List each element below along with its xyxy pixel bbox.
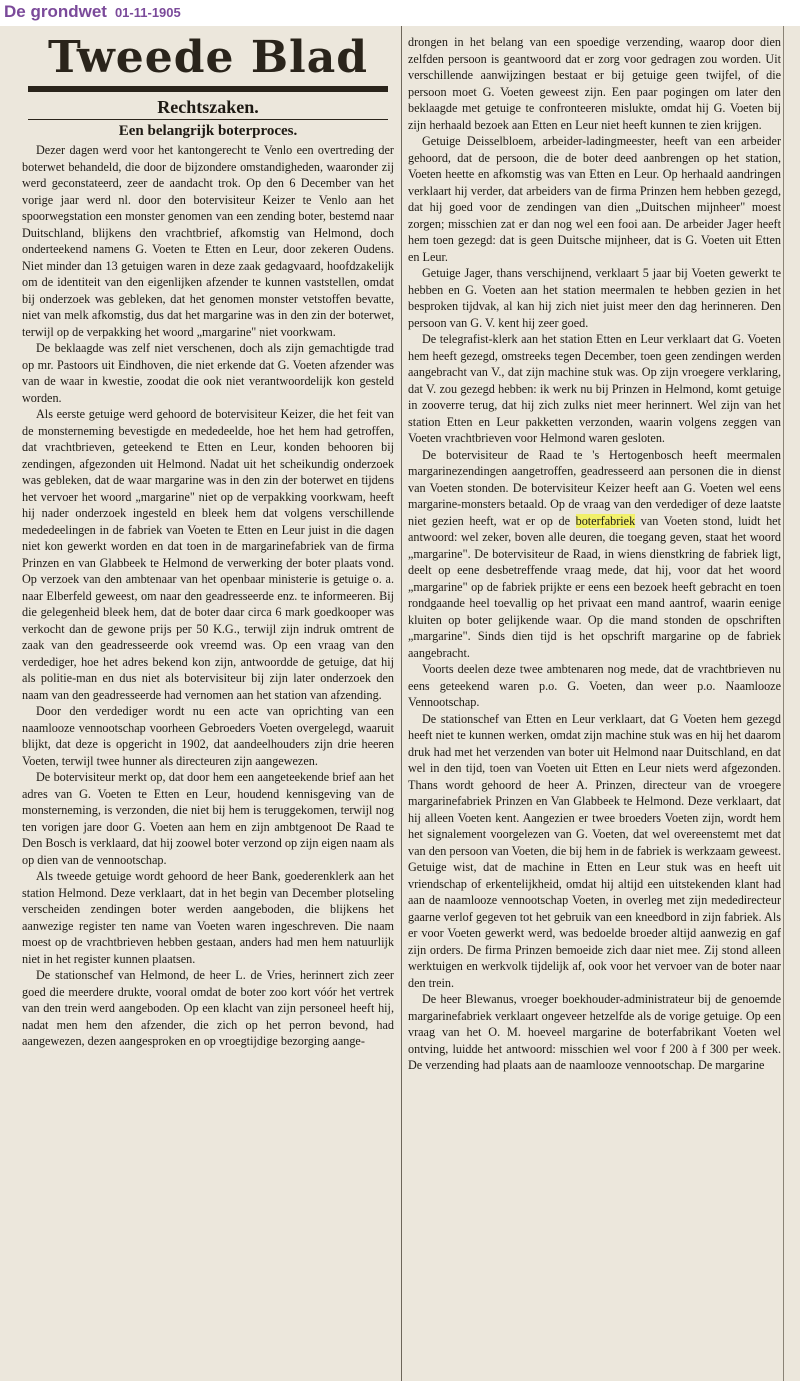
article-paragraph: drongen in het belang van een spoedige verzending, waarop door dien zelfden persoon is geantwoord dat er zorg voor gedragen zou worden. Uit verschillende aanwijzingen bestaat er bij getuige geen twijfel, of die persoon moet G. Voeten geweest zijn. Een paar pogingen om later den beklaagde met getuige te confronteeren mislukte, omdat hij G. Voeten bij zijn herhaald bezoek aan Etten en Leur niet heeft kunnen te zien krijgen. (408, 35, 781, 132)
article-paragraph: Voorts deelen deze twee ambtenaren nog mede, dat de vrachtbrieven nu eens geteekend waren p.o. G. Voeten, dan weer p.o. Naamlooze Vennootschap. (408, 662, 781, 709)
article-paragraph: De beklaagde was zelf niet verschenen, doch als zijn gemachtigde trad op mr. Pastoors uit Eindhoven, die niet erkende dat G. Voeten afzender was van de waar in kwestie, zoodat die ook niet verantwoordelijk kon gesteld worden. (22, 341, 394, 405)
article-paragraph-with-highlight (408, 447, 781, 662)
newspaper-page (0, 26, 800, 1381)
article-paragraph: De botervisiteur merkt op, dat door hem een aangeteekende brief aan het adres van G. Voeten te Etten en Leur, houdend kennisgeving van de monsterneming, is verzonden, die niet bij hem is teruggekomen, terwijl nog ten vorigen jare door G. Voeten aan hem en zijn ambtgenoot De Raad te Den Bosch is verklaard, dat hij zoowel boter verzond op zijn eigen naam als op dien van de vennootschap. (22, 770, 394, 867)
article-paragraph: De telegrafist-klerk aan het station Etten en Leur verklaart dat G. Voeten hem heeft gezegd, omstreeks tegen December, toen geen zendingen werden aangebracht van V., dat zijn machine stuk was. Op zijn vroegere verklaring, dat V. zou gezegd hebben: ik werk nu bij Prinzen in Helmond, komt getuige in zooverre terug, dat hij zich zulks niet meer herinnert. Wel zijn van het station Etten en Leur pakketten verzonden, waarin volgens zeggen van Voeten vrachtbrieven voor Helmond waren gesloten. (408, 332, 781, 445)
publication-date: 01-11-1905 (114, 5, 181, 20)
paragraph-text: van Voeten stond, luidt het antwoord: wel zeker, boven alle deuren, die toegang geven, staat het woord „margarine". De botervisiteur de Raad, in wiens dienstkring de fabriek ligt, deelt op eene desbetreffende vraag mede, dat hij, voor dat het woord „margarine" op de fabriek prijkte er eens een bezoek heeft gebracht en toen rondgaande heel toevallig op het privaat een mand aantrof, waarin eenige kluiten op boter gelijkende waar. Op die mand stonden de opschriften „margarine". Sinds dien tijd is het opschrift margarine op de fabriek aangebracht. (408, 513, 781, 660)
left-column (22, 26, 394, 1381)
article-paragraph: De stationschef van Helmond, de heer L. de Vries, herinnert zich zeer goed die meerdere drukte, vooral omdat de boter zoo kort vóór het vertrek van den trein werd aangeboden. Op een klacht van zijn personeel heeft hij, nadat men hem den afzender, die zich op het perron bevond, had aangewezen, dezen aangesproken en op vroegtijdige bezorging aange- (22, 968, 394, 1048)
paragraph-text: De botervisiteur de Raad te 's Hertogenbosch heeft meermalen margarinezendingen aangetroffen, geadresseerd aan personen die in dienst van Voeten stonden. De botervisiteur Keizer heeft aan G. Voeten wel eens margarine-monsters betaald. Op de vraag van den verdediger of deze laatste niet gezien heeft, wat er op de (408, 447, 781, 528)
column-divider (783, 26, 784, 1381)
article-paragraph: Door den verdediger wordt nu een acte van oprichting van een naamlooze vennootschap voorheen Gebroeders Voeten overgelegd, waaruit blijkt, dat deze is opgericht in 1902, dat aandeelhouders zijn drie heeren Voeten, terwijl twee hunner als directeuren zijn aangewezen. (22, 704, 394, 768)
article-paragraph: Dezer dagen werd voor het kantongerecht te Venlo een overtreding der boterwet behandeld, die door de bijzondere omstandigheden, waaronder zij werd geconstateerd, zeer de aandacht trok. Op den 6 December van het vorige jaar werd nl. door den botervisiteur Keizer te Venlo aan het spoorwegstation een monster genomen van een zending boter, bestemd naar Duitschland, blijkens den vrachtbrief, afkomstig van Helmond, doch onderteekend namens G. Voeten te Etten en Leur, door zekeren Oudens. Niet minder dan 13 getuigen waren in deze zaak gedagvaard, hoofdzakelijk om de identiteit van den eigenlijken afzender te kunnen vaststellen, omdat bij onderzoek was gebleken, dat het genomen monster vetstoffen bevatte, niet van melk afkomstig, dus dat het margarine was in den zin der boterwet, terwijl op de verpakking het woord „margarine" niet voorkwam. (22, 143, 394, 339)
masthead: Tweede Blad (47, 32, 369, 83)
right-column (401, 26, 781, 1381)
article-paragraph: Als eerste getuige werd gehoord de botervisiteur Keizer, die het feit van de monsterneming bevestigde en mededeelde, hoe het hem had getroffen, dat vrachtbrieven, geteekend te Etten en Leur, konden behooren bij zendingen, afgezonden uit Helmond. Nadat uit het scheikundig onderzoek was gebleken, dat de waar margarine was in den zin der boterwet en tijdens het vervoer het woord „margarine" niet op de verpakking voorkwam, heeft hij nader onderzoek ingesteld en bleek hem dat volgens verschillende mededeelingen in de fabriek van Voeten te Etten en Leur juist in die dagen niet kon gewerkt worden en dat toen in de margarinefabriek van de firma Prinzen en van Glabbeek te Helmond de verwerking der boter plaats vond. Op verzoek van den ambtenaar van het openbaar ministerie is getuige o. a. naar Elberfeld geweest, om naar den geadresseerde enz. te informeeren. Bij die gelegenheid bleek hem, dat de boter daar circa 6 mark goedkooper was verkocht dan de gewone prijs per 50 K.G., terwijl zijn indruk omtrent de zaak van den geadresseerde ook vreemd was. Op een vraag van den verdediger, hoe het adres bekend kon zijn, antwoordde de getuige, dat hij als politie-man en dus niet als botervisiteur bij zijn later onderzoek den naam van den geadresseerde had vernomen aan het station van afzending. (22, 407, 394, 702)
clipping-header (0, 0, 800, 26)
newspaper-name: De grondwet (4, 2, 107, 21)
article-paragraph: Getuige Jager, thans verschijnend, verklaart 5 jaar bij Voeten gewerkt te hebben en G. Voeten aan het station meermalen te hebben gezien in het besproken tijdvak, al kan hij zich niet juist meer den dag herinneren. Den persoon van G. V. kent hij zeer goed. (408, 266, 781, 330)
article-headline: Een belangrijk boterproces. (118, 123, 298, 139)
section-title: Rechtszaken. (28, 96, 388, 120)
article-paragraph: De heer Blewanus, vroeger boekhouder-administrateur bij de genoemde margarinefabriek verklaart ongeveer hetzelfde als de vorige getuige. Op een vraag van het O. M. hoeveel margarine de boterfabrikant Voeten wel ontving, luidde het antwoord: misschien wel voor f 200 à f 300 per week. De verzending had plaats aan de naamlooze vennootschap. De margarine (408, 992, 781, 1072)
article-paragraph: Getuige Deisselbloem, arbeider-ladingmeester, heeft van een arbeider gehoord, dat de persoon, die de boter deed aanbrengen op het station, Voeten heette en afkomstig was van Etten en Leur. Op herhaald aandringen verklaart hij verder, dat arbeiders van de firma Prinzen hem hebben gezegd, dat hij goed voor de zendingen van dien „Duitschen mijnheer" moest zorgen; misschien zat er dan nog wel een fooi aan. De arbeider Jager heeft hem toen gezegd: dat is geen Duitsche mijnheer, dat is G. Voeten uit Etten en Leur. (408, 134, 781, 264)
masthead-rule (28, 86, 388, 92)
article-paragraph: Als tweede getuige wordt gehoord de heer Bank, goederenklerk aan het station Helmond. Deze verklaart, dat in het begin van December plotseling verscheiden zendingen boter werden aangeboden, die blijkens het aanwezige register ten name van Voeten waren ingeschreven. Die naam moest op de vrachtbrieven hebben gestaan, anders had men hem natuurlijk niet in het register kunnen plaatsen. (22, 869, 394, 966)
article-paragraph: De stationschef van Etten en Leur verklaart, dat G Voeten hem gezegd heeft niet te kunnen werken, omdat zijn machine stuk was en hij het daarom druk had met het verzenden van boter uit Helmond naar Duitschland, en dat wel in den tijd, toen van Voeten uit Etten en Leur niets werd afgezonden. Thans wordt gehoord de heer A. Prinzen, directeur van de vroegere margarinefabriek Prinzen en Van Glabbeek te Helmond. Deze verklaart, dat hij alleen Voeten kent. Aangezien er twee broeders Voeten zijn, wordt hem het signalement voorgelezen van G. Voeten, dat wel overeenstemt met dat van den persoon van Voeten, die bij hem in de fabriek is werkzaam geweest. Getuige wist, dat de machine in Etten en Leur stuk was en heeft uit vriendschap of erkentelijkheid, omdat hij altijd een uitstekenden klant had aan de naamlooze vennootschap Voeten, in overleg met zijn mededirecteur gaarne verlof gegeven tot het gebruik van een kneedbord in zijn fabriek. Als er voor Voeten gewerkt werd, was bedoelde broeder altijd aanwezig en gaf zijn orders. De firma Prinzen bemoeide zich daar niet mee. Zij stond alleen werktuigen en werkvolk tijdelijk af, ook voor het vervoer van de boter naar den trein. (408, 711, 781, 990)
highlighted-word: boterfabriek (575, 513, 636, 528)
